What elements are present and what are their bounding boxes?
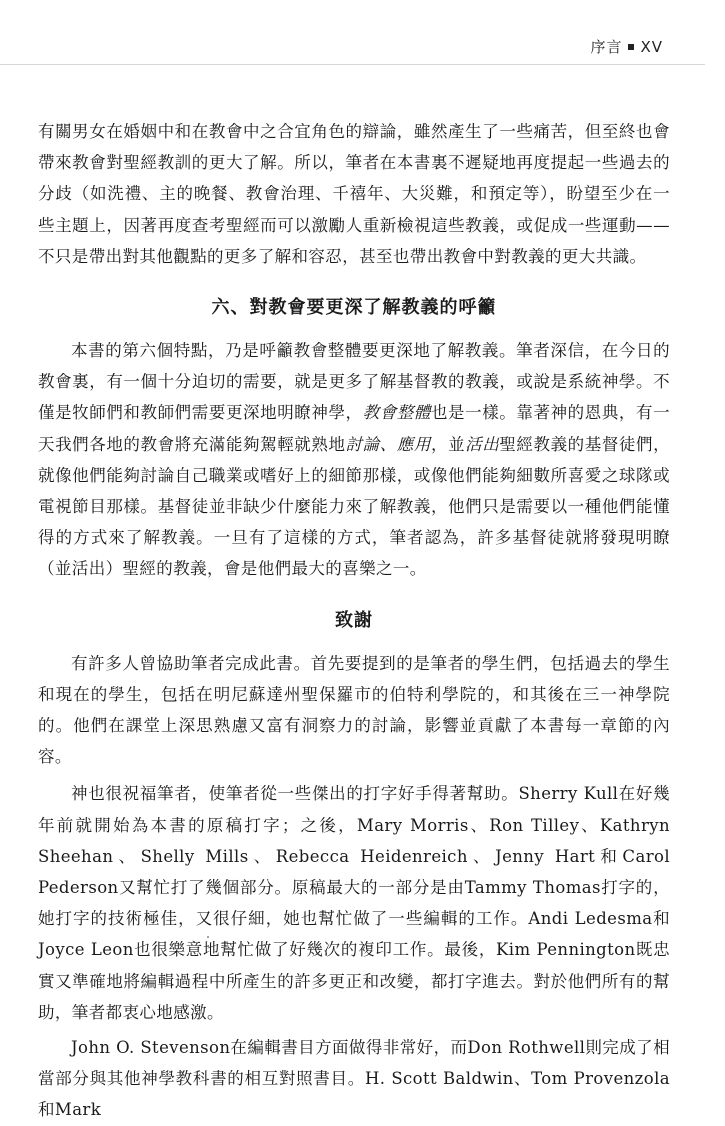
paragraph-sixth-feature-text-d: 聖經教義的基督徒們，就像他們能夠討論自己職業或嗜好上的細節那樣，或像他們能夠細數所喜愛之球隊或電視節目那樣。基督徒並非缺少什麼能力來了解教義，他們只是需要以一種他們能懂得的方式來了解教義。一旦有了這樣的方式，筆者認為，許多基督徒就將發現明瞭（並活出）聖經的教義，會是他們最大的喜樂之一。	[38, 434, 670, 579]
paragraph-sixth-feature	[38, 335, 670, 585]
scan-speck	[207, 936, 209, 938]
running-head	[590, 36, 663, 57]
section-heading-doctrine-call: 六、對教會要更深了解教義的呼籲	[211, 297, 497, 319]
section-heading-acknowledgements: 致謝	[335, 609, 373, 631]
paragraph-bibliography: John O. Stevenson在編輯書目方面做得非常好，而Don Rothwell則完成了相當部分與其他神學教科書的相互對照書目。H. Scott Baldwin、Tom Provenzola和Mark	[38, 1038, 670, 1120]
page-number: XV	[640, 38, 663, 56]
paragraph-sixth-feature-text-c: ，並	[430, 434, 466, 454]
paragraph-debate: 有關男女在婚姻中和在教會中之合宜角色的辯論，雖然產生了一些痛苦，但至終也會帶來教會對聖經教訓的更大了解。所以，筆者在本書裏不遲疑地再度提起一些過去的分歧（如洗禮、主的晚餐、教會治理、千禧年、大災難，和預定等），盼望至少在一些主題上，因著再度查考聖經而可以激勵人重新檢視這些教義，或促成一些運動——不只是帶出對其他觀點的更多了解和容忍，甚至也帶出教會中對教義的更大共識。	[38, 122, 670, 266]
page-body	[38, 116, 670, 1126]
paragraph-students: 有許多人曾協助筆者完成此書。首先要提到的是筆者的學生們，包括過去的學生和現在的學生，包括在明尼蘇達州聖保羅市的伯特利學院的，和其後在三一神學院的。他們在課堂上深思熟慮又富有洞察力的討論，影響並貢獻了本書每一章節的內容。	[38, 653, 670, 767]
paragraph-sixth-feature-text-b: 也是一樣。靠著神的恩典，有一天我們各地的教會將充滿能夠駕輕就熟地	[38, 403, 670, 454]
emphasis-discuss-apply: 討論、應用	[345, 434, 431, 454]
running-head-title: 序言	[590, 38, 623, 56]
emphasis-church-whole: 教會整體	[362, 403, 431, 423]
paragraph-typists: 神也很祝福筆者，使筆者從一些傑出的打字好手得著幫助。Sherry Kull在好幾年前就開始為本書的原稿打字；之後，Mary Morris、Ron Tilley、Kathryn Sheehan、Shelly Mills、Rebecca Heidenreich、Jenny Hart和Carol Pederson又幫忙打了幾個部分。原稿最大的一部分是由Tammy Thomas打字的，她打字的技術極佳，又很仔細，她也幫忙做了一些編輯的工作。Andi Ledesma和Joyce Leon也很樂意地幫忙做了好幾次的複印工作。最後，Kim Pennington既忠實又準確地將編輯過程中所產生的許多更正和改變，都打字進去。對於他們所有的幫助，筆者都衷心地感激。	[38, 784, 670, 1022]
paragraph-sixth-feature-text-a: 本書的第六個特點，乃是呼籲教會整體要更深地了解教義。筆者深信，在今日的教會裏，有一個十分迫切的需要，就是更多了解基督教的教義，或說是系統神學。不僅是牧師們和教師們需要更深地明瞭神學，	[38, 341, 670, 423]
emphasis-live-out: 活出	[465, 434, 500, 454]
header-rule	[0, 64, 705, 65]
separator-square-icon	[628, 44, 634, 50]
